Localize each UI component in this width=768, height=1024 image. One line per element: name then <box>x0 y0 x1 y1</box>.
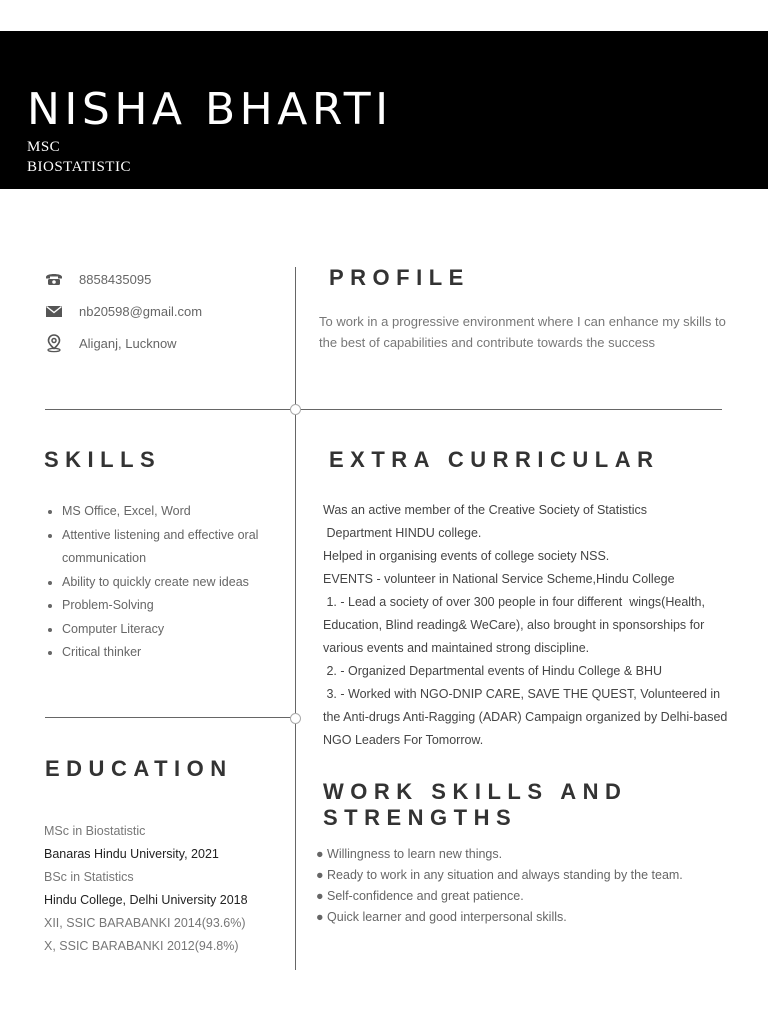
extra-line: NGO Leaders For Tomorrow. <box>323 733 484 747</box>
skill-item: • Attentive listening and effective oral communication <box>62 524 292 571</box>
horizontal-divider-left <box>45 717 296 718</box>
profile-heading: PROFILE <box>329 265 470 290</box>
skill-item: • Critical thinker <box>62 641 292 665</box>
education-heading: EDUCATION <box>45 756 233 781</box>
vertical-divider <box>295 267 296 970</box>
work-skills-heading <box>323 779 627 831</box>
extra-line: 3. - Worked with NGO-DNIP CARE, SAVE THE QUEST, Volunteered in <box>323 687 721 701</box>
extra-line: Department HINDU college. <box>323 526 482 540</box>
education-school: XII, SSIC BARABANKI 2014(93.6%) <box>44 916 246 930</box>
extra-line: 2. - Organized Departmental events of Hindu College & BHU <box>323 664 663 678</box>
degree-block <box>27 137 131 177</box>
work-skill-item: ● Ready to work in any situation and always standing by the team. <box>316 868 683 882</box>
extra-line: various events and maintained strong discipline. <box>323 641 590 655</box>
education-degree: BSc in Statistics <box>44 870 134 884</box>
divider-node-top <box>290 404 301 415</box>
extra-line: the Anti-drugs Anti-Ragging (ADAR) Campaign organized by Delhi-based <box>323 710 728 724</box>
candidate-name: NISHA BHARTI <box>27 84 393 135</box>
mail-icon <box>44 301 64 321</box>
extra-curricular-heading: EXTRA CURRICULAR <box>329 447 660 472</box>
email-address[interactable]: nb20598@gmail.com <box>79 303 203 319</box>
contact-phone <box>44 263 202 295</box>
extra-line: Was an active member of the Creative Society of Statistics <box>323 503 647 517</box>
divider-node-bottom <box>290 713 301 724</box>
extra-curricular-text <box>323 499 763 752</box>
skill-item: • MS Office, Excel, Word <box>62 500 292 524</box>
skills-list <box>45 500 292 665</box>
contact-list <box>44 263 202 359</box>
extra-line: Helped in organising events of college society NSS. <box>323 549 610 563</box>
location-text: Aliganj, Lucknow <box>79 335 177 351</box>
extra-line: EVENTS - volunteer in National Service Scheme,Hindu College <box>323 572 675 586</box>
education-school: X, SSIC BARABANKI 2012(94.8%) <box>44 939 239 953</box>
skill-item: • Ability to quickly create new ideas <box>62 571 292 595</box>
skills-heading: SKILLS <box>44 447 162 472</box>
location-pin-icon <box>44 333 64 353</box>
work-skills-heading-line-2: STRENGTHS <box>323 805 518 830</box>
work-skill-item: ● Willingness to learn new things. <box>316 847 503 861</box>
education-institution: Banaras Hindu University, 2021 <box>44 847 219 861</box>
education-degree: MSc in Biostatistic <box>44 824 146 838</box>
horizontal-divider-top <box>45 409 722 410</box>
education-institution: Hindu College, Delhi University 2018 <box>44 893 248 907</box>
degree-line-1: MSC <box>27 139 61 155</box>
skill-item: • Computer Literacy <box>62 618 292 642</box>
phone-number[interactable]: 8858435095 <box>79 271 152 287</box>
extra-line: 1. - Lead a society of over 300 people in four different wings(Health, <box>323 595 705 609</box>
profile-text: To work in a progressive environment where I can enhance my skills to the best of capabilities and contribute towards the success <box>319 314 726 350</box>
contact-email <box>44 295 202 327</box>
extra-line: Education, Blind reading& WeCare), also brought in sponsorships for <box>323 618 705 632</box>
skill-item: • Problem-Solving <box>62 594 292 618</box>
work-skills-heading-line-1: WORK SKILLS AND <box>323 779 628 804</box>
work-skill-item: ● Self-confidence and great patience. <box>316 889 524 903</box>
work-skill-item: ● Quick learner and good interpersonal skills. <box>316 910 567 924</box>
contact-location <box>44 327 202 359</box>
work-skills-list <box>316 844 756 928</box>
education-list <box>44 820 248 958</box>
degree-line-2: BIOSTATISTIC <box>27 159 131 175</box>
phone-icon <box>44 269 64 289</box>
